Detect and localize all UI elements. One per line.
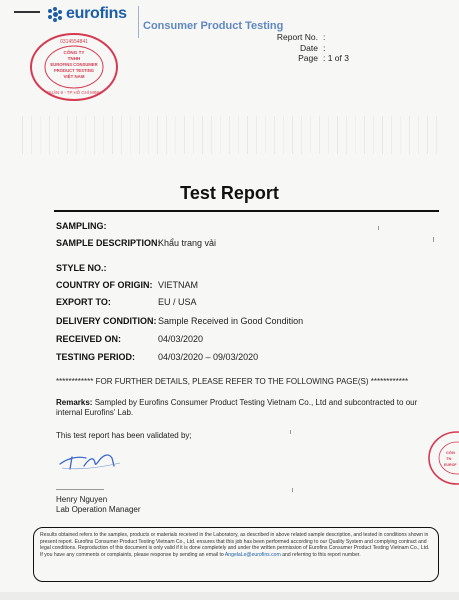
svg-text:EUROF: EUROF [444,463,457,467]
speck-mark [378,226,379,230]
remarks [56,398,436,417]
validated-by-text: This test report has been validated by; [56,431,192,440]
field-label: SAMPLING: [56,221,107,231]
remarks-label: Remarks: [56,398,93,407]
svg-text:QUẬN 9 - TP HỒ CHÍ MINH: QUẬN 9 - TP HỒ CHÍ MINH [46,90,102,95]
meta-value: : [323,42,326,53]
field-export-to [56,297,197,307]
faded-streak [121,116,122,154]
faded-streak [274,116,275,154]
faded-streak [238,116,239,154]
faded-streak [211,116,212,154]
faded-streak [67,116,68,154]
faded-streak [49,116,50,154]
company-seal-stamp [28,31,120,103]
faded-streak [319,116,320,154]
meta-label: Date [300,42,318,53]
faded-streak [328,116,329,154]
faded-streak [418,116,419,154]
corner-dash [14,11,40,13]
faded-text-band [0,104,459,159]
signer-name: Henry Nguyen [56,495,108,504]
faded-streak [94,116,95,154]
meta-value: : 1 of 3 [323,53,349,63]
svg-text:VIỆT NAM: VIỆT NAM [63,74,85,79]
faded-streak [337,116,338,154]
contact-email-link[interactable]: AngelaLe@eurofins.com [224,552,281,559]
meta-row [258,43,349,54]
faded-streak [166,116,167,154]
field-value: 04/03/2020 – 09/03/2020 [158,352,259,362]
faded-streak [247,116,248,154]
field-label: DELIVERY CONDITION: [56,316,157,326]
field-country-of-origin [56,280,198,290]
faded-streak [76,116,77,154]
svg-text:TNHH: TNHH [67,56,81,61]
brand-name: eurofins [66,5,127,22]
faded-streak [283,116,284,154]
faded-streak [58,116,59,154]
eurofins-logo-icon [48,7,63,22]
faded-streak [292,116,293,154]
eurofins-logo [48,5,127,23]
disclaimer-tail: and referring to this report number. [282,552,361,559]
faded-streak [85,116,86,154]
speck-mark [290,430,291,434]
signer-role: Lab Operation Manager [56,504,141,514]
svg-text:TN: TN [446,456,452,461]
faded-streak [256,116,257,154]
faded-streak [301,116,302,154]
disclaimer-text: Results obtained refers to the samples, products or materials received in the Laboratory, as described in above related sample description, and tested in conditions shown in present report. Eurofins Consumer Product Testing Vietnam Co., Ltd. ensures that this job has been performed according to our Quality System and complying contract and legal conditions. Reproduction of this document is only valid if it is done completely and under the written permission of Eurofins Consumer Product Testing Vietnam Co., Ltd. If you have any comments or complaints, please response by sending an email to [40,532,430,559]
svg-text:PRODUCT TESTING: PRODUCT TESTING [53,68,95,73]
meta-row [258,53,349,64]
field-value: 04/03/2020 [158,334,204,344]
signer-block [56,495,141,514]
faded-streak [400,116,401,154]
field-label: RECEIVED ON: [56,334,122,344]
meta-row [258,32,349,43]
faded-streak [310,116,311,154]
faded-streak [112,116,113,154]
field-sampling [56,221,158,231]
svg-text:EUROFINS CONSUMER: EUROFINS CONSUMER [50,62,98,67]
meta-label: Report No. [276,32,318,42]
edge-seal-stamp [425,428,459,488]
division-name: Consumer Product Testing [143,20,284,32]
faded-streak [220,116,221,154]
field-delivery-condition [56,316,303,326]
faded-streak [175,116,176,154]
faded-streak [373,116,374,154]
field-style-no [56,263,158,273]
meta-value: : [323,32,326,42]
field-testing-period [56,352,258,362]
field-label: SAMPLE DESCRIPTION: [56,238,161,248]
page-bottom-edge [0,592,459,600]
svg-text:CÔNG TY: CÔNG TY [63,50,85,55]
field-value: EU / USA [158,297,197,307]
title-underline [54,210,439,212]
header-divider [138,6,139,38]
faded-streak [40,116,41,154]
faded-streak [382,116,383,154]
remarks-text: Sampled by Eurofins Consumer Product Testing Vietnam Co., Ltd and subcontracted to our internal Eurofins' Lab. [56,398,418,417]
faded-streak [229,116,230,154]
faded-streak [346,116,347,154]
report-title: Test Report [180,183,279,203]
faded-streak [103,116,104,154]
field-value: Sample Received in Good Condition [158,316,304,326]
field-label: EXPORT TO: [56,297,111,307]
faded-streak [148,116,149,154]
svg-text:CÔN: CÔN [446,450,455,455]
field-label: TESTING PERIOD: [56,352,136,362]
faded-streak [193,116,194,154]
faded-streak [130,116,131,154]
faded-streak [436,116,437,154]
handwritten-signature [58,448,133,472]
faded-streak [202,116,203,154]
faded-streak [157,116,158,154]
signature-line [56,489,104,490]
field-received-on [56,334,203,344]
field-label: STYLE NO.: [56,263,107,273]
faded-streak [355,116,356,154]
speck-mark [433,237,434,242]
field-label: COUNTRY OF ORIGIN: [56,280,153,290]
svg-text:0314554841: 0314554841 [60,39,88,45]
disclaimer-box [33,527,439,582]
field-value: Khẩu trang vải [158,238,217,248]
faded-streak [427,116,428,154]
faded-streak [409,116,410,154]
faded-streak [265,116,266,154]
faded-streak [31,116,32,154]
faded-streak [139,116,140,154]
field-sample-description [56,238,216,248]
faded-streak [391,116,392,154]
speck-mark [292,488,293,492]
further-details-notice: ************ FOR FURTHER DETAILS, PLEASE REFER TO THE FOLLOWING PAGE(S) ************ [56,377,409,386]
faded-streak [364,116,365,154]
meta-label: Page [298,53,318,63]
faded-streak [184,116,185,154]
field-value: VIETNAM [158,280,199,290]
report-meta [258,32,349,64]
faded-streak [22,116,23,154]
